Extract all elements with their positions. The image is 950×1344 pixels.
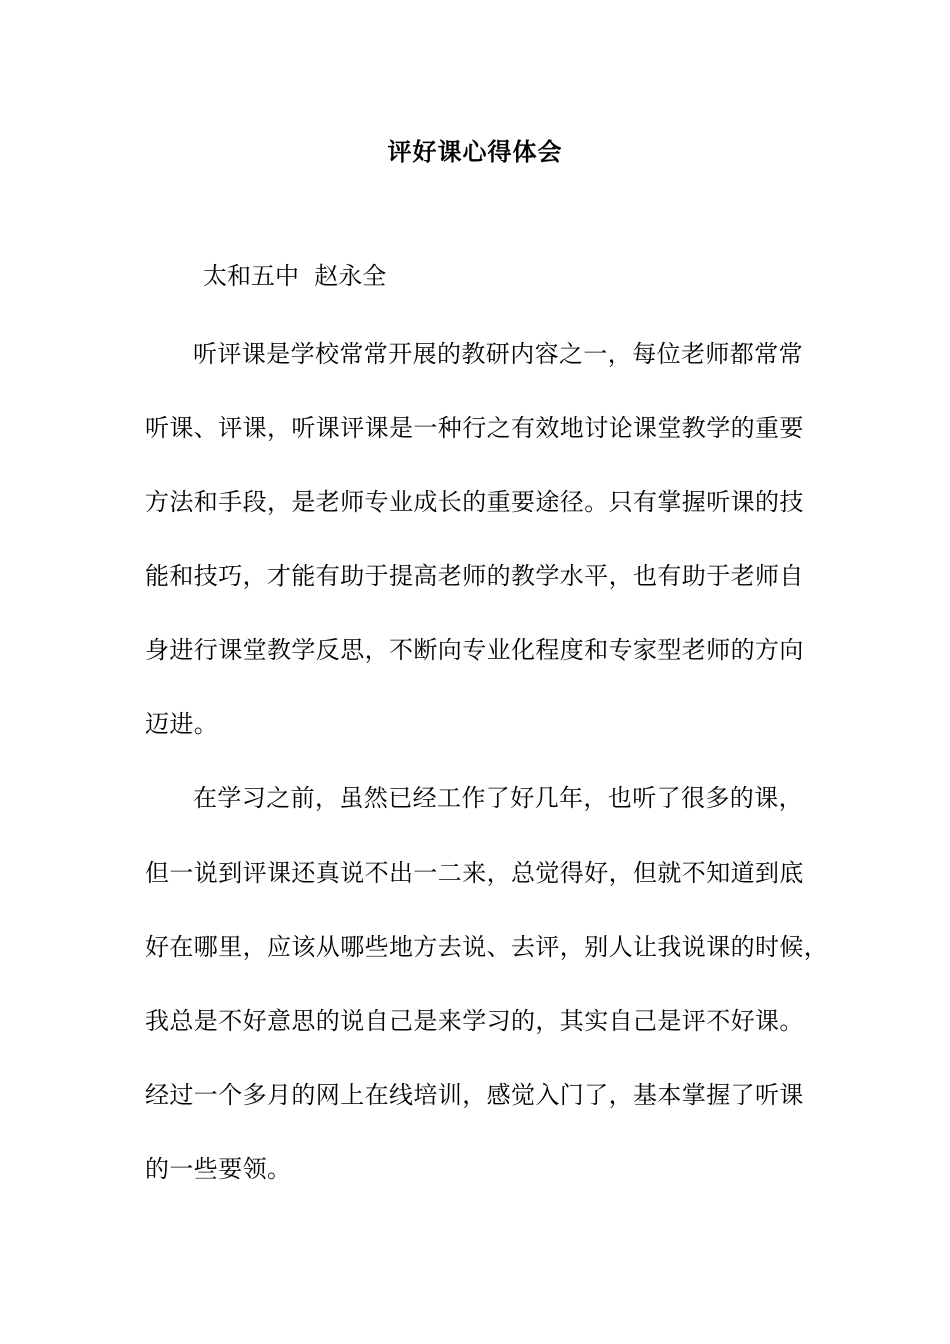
paragraph-2-line-6: 的一些要领。 [145, 1155, 292, 1183]
paragraph-1-line-4: 能和技巧，才能有助于提高老师的教学水平，也有助于老师自 [145, 562, 804, 590]
paragraph-2-line-2: 但一说到评课还真说不出一二来，总觉得好，但就不知道到底 [145, 859, 804, 887]
paragraph-1-line-3: 方法和手段，是老师专业成长的重要途径。只有掌握听课的技 [145, 488, 804, 516]
paragraph-2-line-1: 在学习之前，虽然已经工作了好几年，也听了很多的课， [193, 784, 803, 812]
paragraph-1-line-6: 迈进。 [145, 710, 219, 738]
document-title: 评好课心得体会 [387, 137, 563, 166]
paragraph-2-line-3: 好在哪里，应该从哪些地方去说、去评，别人让我说课的时候， [145, 933, 829, 961]
paragraph-2-line-5: 经过一个多月的网上在线培训，感觉入门了，基本掌握了听课 [145, 1081, 804, 1109]
paragraph-1-line-5: 身进行课堂教学反思，不断向专业化程度和专家型老师的方向 [145, 636, 804, 664]
paragraph-1-line-2: 听课、评课，听课评课是一种行之有效地讨论课堂教学的重要 [145, 414, 804, 442]
author-line: 太和五中 赵永全 [203, 262, 387, 290]
paragraph-2-line-4: 我总是不好意思的说自己是来学习的，其实自己是评不好课。 [145, 1007, 804, 1035]
paragraph-1-line-1: 听评课是学校常常开展的教研内容之一，每位老师都常常 [193, 340, 803, 368]
